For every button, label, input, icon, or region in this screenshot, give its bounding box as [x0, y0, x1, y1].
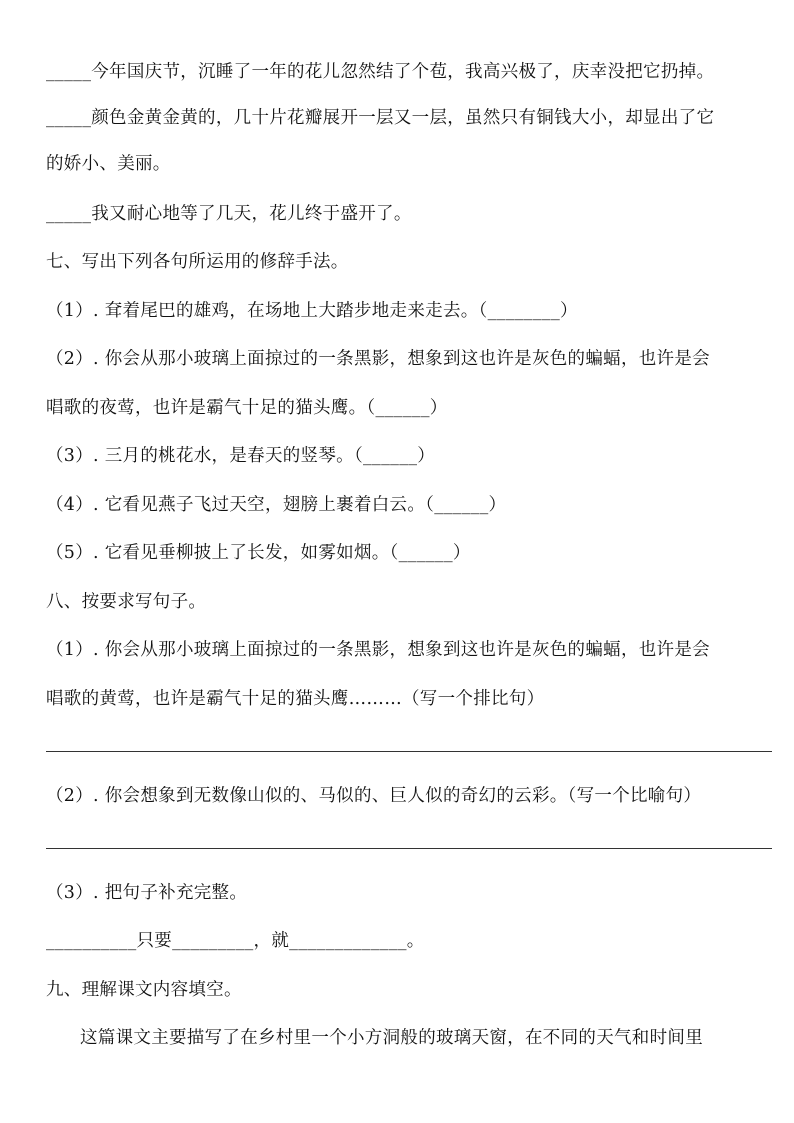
sentence-order-item-3: _____我又耐心地等了几天，花儿终于盛开了。 — [46, 204, 412, 224]
answer-line-8-2[interactable] — [46, 848, 772, 849]
question-7-5: （5）. 它看见垂柳披上了长发，如雾如烟。（______） — [46, 543, 471, 563]
section-7-heading: 七、写出下列各句所运用的修辞手法。 — [46, 252, 349, 272]
question-7-3: （3）. 三月的桃花水，是春天的竖琴。（______） — [46, 446, 436, 466]
sentence-order-item-2-continued: 的娇小、美丽。 — [46, 154, 171, 174]
question-7-2-continued: 唱歌的夜莺，也许是霸气十足的猫头鹰。（______） — [46, 398, 448, 418]
question-7-1: （1）. 耷着尾巴的雄鸡，在场地上大踏步地走来走去。（________） — [46, 301, 578, 321]
answer-line-8-1[interactable] — [46, 751, 772, 752]
question-8-1: （1）. 你会从那小玻璃上面掠过的一条黑影，想象到这也许是灰色的蝙蝠，也许是会 — [46, 640, 710, 660]
question-8-3: （3）. 把句子补充完整。 — [46, 883, 248, 903]
question-8-3-fill-blank: __________只要_________，就_____________。 — [46, 931, 425, 951]
question-8-2: （2）. 你会想象到无数像山似的、马似的、巨人似的奇幻的云彩。（写一个比喻句） — [46, 786, 702, 806]
section-8-heading: 八、按要求写句子。 — [46, 592, 207, 612]
section-9-passage: 这篇课文主要描写了在乡村里一个小方洞般的玻璃天窗，在不同的天气和时间里 — [80, 1028, 703, 1048]
sentence-order-item-1: _____今年国庆节，沉睡了一年的花儿忽然结了个苞，我高兴极了，庆幸没把它扔掉。 — [46, 62, 715, 82]
question-7-2: （2）. 你会从那小玻璃上面掠过的一条黑影，想象到这也许是灰色的蝙蝠，也许是会 — [46, 349, 710, 369]
section-9-heading: 九、理解课文内容填空。 — [46, 980, 242, 1000]
sentence-order-item-2: _____颜色金黄金黄的，几十片花瓣展开一层又一层，虽然只有铜钱大小，却显出了它 — [46, 108, 715, 128]
question-8-1-continued: 唱歌的黄莺，也许是霸气十足的猫头鹰………（写一个排比句） — [46, 689, 545, 709]
question-7-4: （4）. 它看见燕子飞过天空，翅膀上裹着白云。（______） — [46, 495, 507, 515]
